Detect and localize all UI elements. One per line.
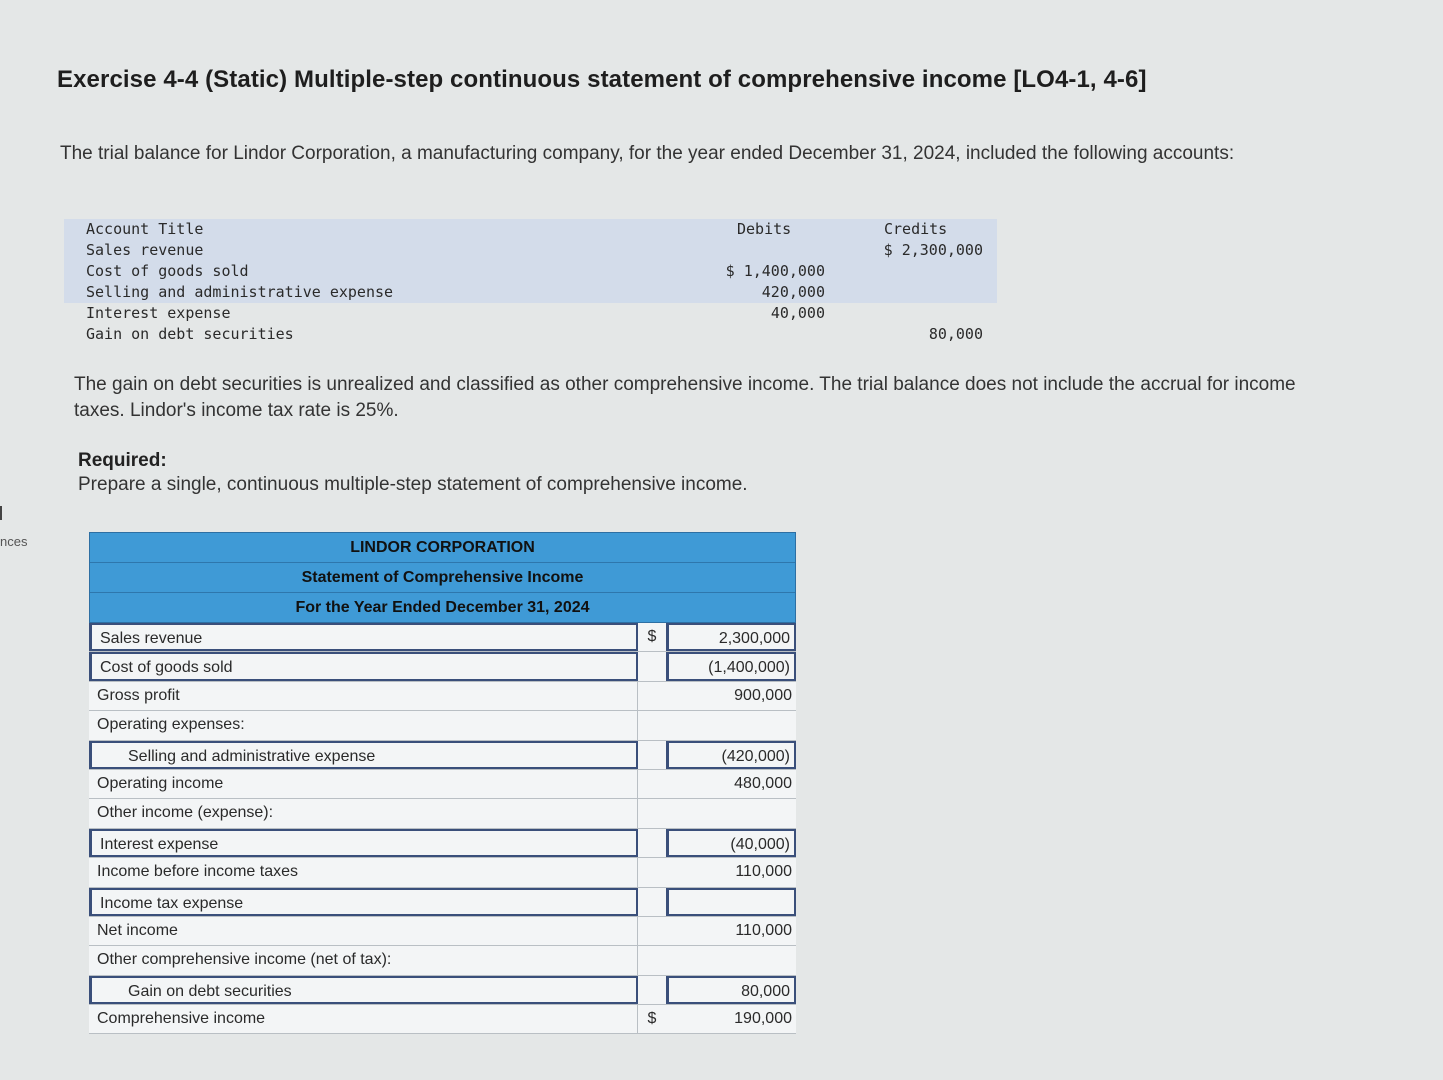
amount-value: [666, 711, 796, 739]
amount-value: 110,000: [735, 921, 792, 939]
line-item-label: Gross profit: [89, 682, 638, 710]
account-title: Interest expense: [86, 304, 231, 322]
statement-row-gross-profit: [89, 682, 796, 711]
account-title: Sales revenue: [86, 241, 204, 259]
statement-row-gain-on-debt-securities: [89, 976, 796, 1005]
statement-row-interest-expense: [89, 829, 796, 858]
amount-input[interactable]: (420,000): [666, 741, 796, 769]
line-item-label: Income before income taxes: [89, 858, 638, 886]
amount-value: 900,000: [734, 686, 792, 704]
dollar-sign: [638, 946, 666, 974]
credit-amount: 80,000: [928, 325, 983, 343]
trial-balance-row: [64, 324, 997, 345]
sidebar-tab-references[interactable]: nces: [0, 534, 28, 549]
statement-row-operating-expenses: [89, 711, 796, 740]
trial-balance-row: [64, 303, 997, 324]
statement-row-other-income: [89, 799, 796, 828]
line-item-label: Net income: [89, 917, 638, 945]
trial-balance-table: [64, 219, 997, 345]
credit-amount: $ 2,300,000: [883, 241, 983, 259]
required-heading: Required:: [78, 450, 167, 471]
dollar-sign: [638, 799, 666, 827]
page-title: Exercise 4-4 (Static) Multiple-step continuous statement of comprehensive income [LO4-1, 4-6]: [57, 66, 1147, 93]
amount-value: [666, 799, 796, 827]
statement-row-oci-heading: [89, 946, 796, 975]
line-item-dropdown[interactable]: Interest expense: [89, 829, 638, 857]
dollar-sign: [638, 888, 666, 916]
trial-balance-row: [64, 282, 997, 303]
statement-row-operating-income: [89, 770, 796, 799]
amount-input[interactable]: 80,000: [666, 976, 796, 1004]
statement-period: For the Year Ended December 31, 2024: [295, 599, 590, 616]
header-credits: Credits: [884, 220, 948, 238]
line-item-label: Comprehensive income: [89, 1005, 638, 1033]
dollar-sign: [638, 770, 666, 798]
amount-value: 480,000: [734, 774, 792, 792]
header-debits: Debits: [737, 220, 792, 238]
required-text: Prepare a single, continuous multiple-step statement of comprehensive income.: [78, 474, 748, 495]
account-title: Gain on debt securities: [86, 325, 294, 343]
debit-amount: 40,000: [770, 304, 825, 322]
exercise-intro: The trial balance for Lindor Corporation, a manufacturing company, for the year ended December 31, 2024, included the following accounts:: [60, 143, 1235, 164]
debit-amount: $ 1,400,000: [725, 262, 825, 280]
line-item-dropdown[interactable]: Income tax expense: [89, 888, 638, 916]
amount-value: 190,000: [734, 1010, 792, 1028]
dollar-sign: [638, 682, 666, 710]
amount-value: 110,000: [735, 863, 792, 881]
dollar-sign: [638, 711, 666, 739]
amount-input[interactable]: 2,300,000: [666, 623, 796, 651]
account-title: Cost of goods sold: [86, 262, 249, 280]
trial-balance-row: [64, 240, 997, 261]
income-statement: [89, 532, 796, 1034]
line-item-label: Operating expenses:: [89, 711, 638, 739]
amount-input[interactable]: (40,000): [666, 829, 796, 857]
line-item-dropdown[interactable]: Selling and administrative expense: [89, 741, 638, 769]
account-title: Selling and administrative expense: [86, 283, 394, 301]
dollar-sign: [638, 858, 666, 886]
trial-balance-row: [64, 261, 997, 282]
header-account-title: Account Title: [86, 220, 204, 238]
statement-company: LINDOR CORPORATION: [90, 533, 795, 563]
line-item-dropdown[interactable]: Cost of goods sold: [89, 652, 638, 680]
dollar-sign: [638, 829, 666, 857]
statement-row-income-tax-expense: [89, 888, 796, 917]
statement-row-net-income: [89, 917, 796, 946]
line-item-label: Other comprehensive income (net of tax):: [89, 946, 638, 974]
statement-row-income-before-taxes: [89, 858, 796, 887]
debit-amount: 420,000: [761, 283, 825, 301]
statement-row-comprehensive-income: [89, 1005, 796, 1034]
dollar-sign: [638, 917, 666, 945]
dollar-sign: $: [647, 628, 657, 645]
statement-row-cost-of-goods-sold: [89, 652, 796, 681]
statement-name: Statement of Comprehensive Income: [90, 563, 795, 593]
dollar-sign: [638, 652, 666, 680]
amount-value: [666, 946, 796, 974]
line-item-label: Operating income: [89, 770, 638, 798]
dollar-sign: [638, 976, 666, 1004]
sidebar-marker: [0, 506, 2, 520]
statement-row-selling-admin: [89, 741, 796, 770]
statement-row-sales-revenue: [89, 623, 796, 652]
dollar-sign: $: [647, 1010, 657, 1028]
trial-balance-header-row: [64, 219, 997, 240]
amount-input[interactable]: [666, 888, 796, 916]
dollar-sign: [638, 741, 666, 769]
amount-input[interactable]: (1,400,000): [666, 652, 796, 680]
line-item-dropdown[interactable]: Sales revenue: [89, 623, 638, 651]
line-item-dropdown[interactable]: Gain on debt securities: [89, 976, 638, 1004]
exercise-note: The gain on debt securities is unrealized and classified as other comprehensive income. The trial balance does not include the accrual for income taxes. Lindor's income tax rate is 25%.: [74, 374, 1296, 421]
line-item-label: Other income (expense):: [89, 799, 638, 827]
statement-header: [89, 532, 796, 623]
